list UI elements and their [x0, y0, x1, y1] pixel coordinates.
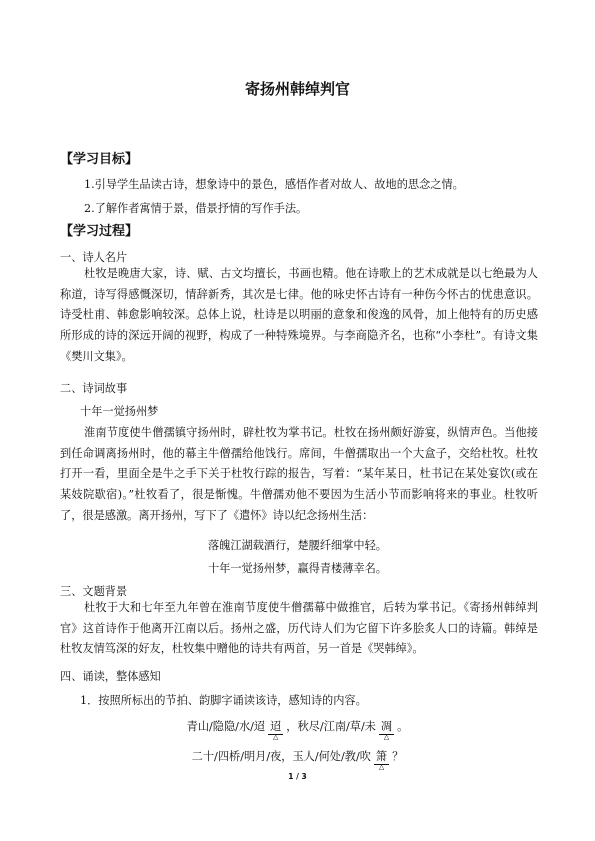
- section-4-heading: 四、诵读，整体感知: [60, 670, 161, 683]
- poet-intro-paragraph: 杜牧是晚唐大家，诗、赋、古文均擅长，书画也精。他在诗歌上的艺术成就是以七绝最为人称道，诗写得感慨深切，情辞新秀，其次是七律。他的咏史怀古诗有一种伤今怀古的忧患意识。诗受杜甫、韩愈影响较深。总体上说，杜诗是以明丽的意象和俊逸的风骨，加上他特有的历史感所形成的诗的深远开阔的视野，构成了一种特殊境界。与李商隐齐名，也称“小李杜”。有诗文集《樊川文集》。: [60, 267, 538, 363]
- rhyme-word-1: 迢 △: [270, 720, 282, 741]
- section-3-heading: 三、文题背景: [60, 585, 128, 598]
- reading-instruction: 1．按照所标出的节拍、韵脚字诵读该诗，感知诗的内容。: [80, 694, 367, 707]
- goal-item-2: 2.了解作者寓情于景，借景抒情的写作手法。: [84, 202, 308, 215]
- story-subtitle: 十年一觉扬州梦: [80, 405, 159, 418]
- poem-line-2: 十年一觉扬州梦，赢得青楼薄幸名。: [207, 562, 387, 575]
- goals-heading: 【学习目标】: [60, 152, 139, 167]
- page-number: 1 / 3: [288, 772, 307, 781]
- marked-poem-line-2: [0, 748, 595, 771]
- story-paragraph: 淮南节度使牛僧孺镇守扬州时，辟杜牧为掌书记。杜牧在扬州颇好游宴，纵情声色。当他接到任命调离扬州时，他的幕主牛僧孺给他饯行。席间，牛僧孺取出一个大盒子，交给杜牧。杜牧打开一看，里面全是牛之手下关于杜牧行踪的报告，写着：“某年某日，杜书记在某处宴饮(或在某妓院歇宿)。”杜牧看了，很是惭愧。牛僧孺劝他不要因为生活小节而影响将来的事业。杜牧听了，很是感激。离开扬州，写下了《遣怀》诗以纪念扬州生活：: [60, 426, 538, 522]
- section-1-heading: 一、诗人名片: [60, 251, 128, 264]
- line-2-end: ？: [392, 750, 404, 763]
- goal-item-1: 1.引导学生品读古诗，想象诗中的景色，感悟作者对故人、故地的思念之情。: [84, 178, 464, 191]
- poem-line-1: 落魄江湖载酒行，楚腰纤细掌中轻。: [207, 539, 387, 552]
- page-title: 寄扬州韩绰判官: [244, 80, 350, 98]
- line-1-text: 青山/隐隐/水/迢: [186, 720, 266, 733]
- rhyme-word-3: 箫 △: [375, 750, 388, 771]
- line-1-end: 。: [397, 720, 409, 733]
- marked-poem-line-1: [0, 718, 595, 741]
- rhyme-word-2: 凋 △: [380, 720, 393, 741]
- process-heading: 【学习过程】: [60, 224, 139, 239]
- background-paragraph: 杜牧于大和七年至九年曾在淮南节度使牛僧孺幕中做推官，后转为掌书记。《寄扬州韩绰判官》这首诗作于他离开江南以后。扬州之盛，历代诗人们为它留下许多脍炙人口的诗篇。韩绰是杜牧友情笃深的好友，杜牧集中赠他的诗共有两首，另一首是《哭韩绰》。: [60, 601, 538, 656]
- section-2-heading: 二、诗词故事: [60, 382, 128, 395]
- rhyme-mark: △: [272, 733, 279, 741]
- line-2-text: 二十/四桥/明月/夜，玉人/何处/教/吹: [191, 750, 371, 763]
- rhyme-mark: △: [383, 733, 390, 741]
- line-1-middle: ，秋尽/江南/草/未: [286, 720, 376, 733]
- rhyme-mark: △: [378, 763, 385, 771]
